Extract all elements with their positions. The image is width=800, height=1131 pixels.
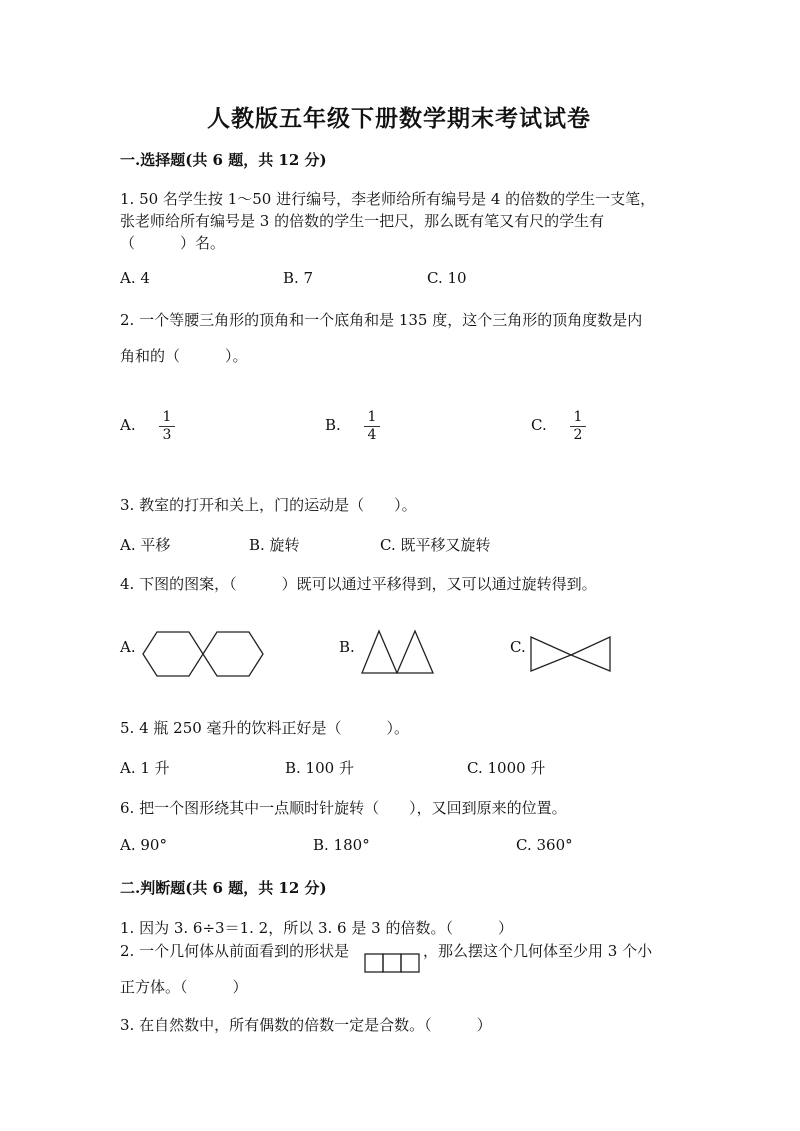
fraction-denominator: 3: [162, 427, 172, 443]
q6-option-b[interactable]: B. 180°: [313, 836, 370, 854]
q2-option-b-fraction: [364, 410, 380, 443]
judgment-2-line2: 正方体。（ ）: [120, 978, 248, 996]
question-6-line1: 6. 把一个图形绕其中一点顺时针旋转（ ），又回到原来的位置。: [120, 799, 567, 817]
judgment-2-part1: 2. 一个几何体从前面看到的形状是: [120, 942, 350, 960]
question-1-line3: （ ）名。: [120, 234, 226, 252]
q1-option-c[interactable]: C. 10: [427, 269, 467, 287]
bowtie-figure: [529, 634, 613, 674]
judgment-2-part2: ，那么摆这个几何体至少用 3 个小: [423, 942, 653, 960]
q5-option-c[interactable]: C. 1000 升: [467, 759, 546, 777]
two-triangles-figure: [360, 628, 438, 676]
judgment-3: 3. 在自然数中，所有偶数的倍数一定是合数。（ ）: [120, 1016, 492, 1034]
q1-option-b[interactable]: B. 7: [283, 269, 314, 287]
fraction-numerator: 1: [573, 409, 583, 425]
q4-option-c-label[interactable]: C.: [510, 638, 526, 656]
judgment-1: 1. 因为 3. 6÷3＝1. 2，所以 3. 6 是 3 的倍数。（ ）: [120, 919, 513, 937]
question-1-line1: 1. 50 名学生按 1～50 进行编号，李老师给所有编号是 4 的倍数的学生一支笔，: [120, 190, 656, 208]
page-title: 人教版五年级下册数学期末考试试卷: [207, 105, 591, 132]
fraction-denominator: 2: [573, 427, 583, 443]
q4-option-a-label[interactable]: A.: [120, 638, 136, 656]
q2-option-b-label[interactable]: B.: [325, 416, 341, 434]
q6-option-a[interactable]: A. 90°: [120, 836, 167, 854]
q5-option-b[interactable]: B. 100 升: [285, 759, 354, 777]
q2-option-a-label[interactable]: A.: [120, 416, 136, 434]
section-heading-choice: 一.选择题(共 6 题，共 12 分): [120, 151, 327, 169]
section-heading-judgment: 二.判断题(共 6 题，共 12 分): [120, 879, 327, 897]
q3-option-c[interactable]: C. 既平移又旋转: [380, 536, 491, 554]
question-3-line1: 3. 教室的打开和关上，门的运动是（ ）。: [120, 496, 417, 514]
question-1-line2: 张老师给所有编号是 3 的倍数的学生一把尺，那么既有笔又有尺的学生有: [120, 212, 605, 230]
question-2-line2: 角和的（ ）。: [120, 347, 248, 365]
fraction-denominator: 4: [367, 427, 377, 443]
q2-option-c-fraction: [570, 410, 586, 443]
fraction-numerator: 1: [162, 409, 172, 425]
q6-option-c[interactable]: C. 360°: [516, 836, 573, 854]
q2-option-a-fraction: [159, 410, 175, 443]
question-2-line1: 2. 一个等腰三角形的顶角和一个底角和是 135 度，这个三角形的顶角度数是内: [120, 311, 643, 329]
three-squares-front-view: [364, 953, 422, 973]
q4-option-b-label[interactable]: B.: [339, 638, 355, 656]
question-5-line1: 5. 4 瓶 250 毫升的饮料正好是（ ）。: [120, 719, 410, 737]
q2-option-c-label[interactable]: C.: [531, 416, 547, 434]
fraction-numerator: 1: [367, 409, 377, 425]
q3-option-a[interactable]: A. 平移: [120, 536, 171, 554]
question-4-line1: 4. 下图的图案，（ ）既可以通过平移得到，又可以通过旋转得到。: [120, 575, 597, 593]
q3-option-b[interactable]: B. 旋转: [249, 536, 300, 554]
q1-option-a[interactable]: A. 4: [120, 269, 150, 287]
q5-option-a[interactable]: A. 1 升: [120, 759, 170, 777]
two-hexagons-figure: [141, 630, 267, 678]
